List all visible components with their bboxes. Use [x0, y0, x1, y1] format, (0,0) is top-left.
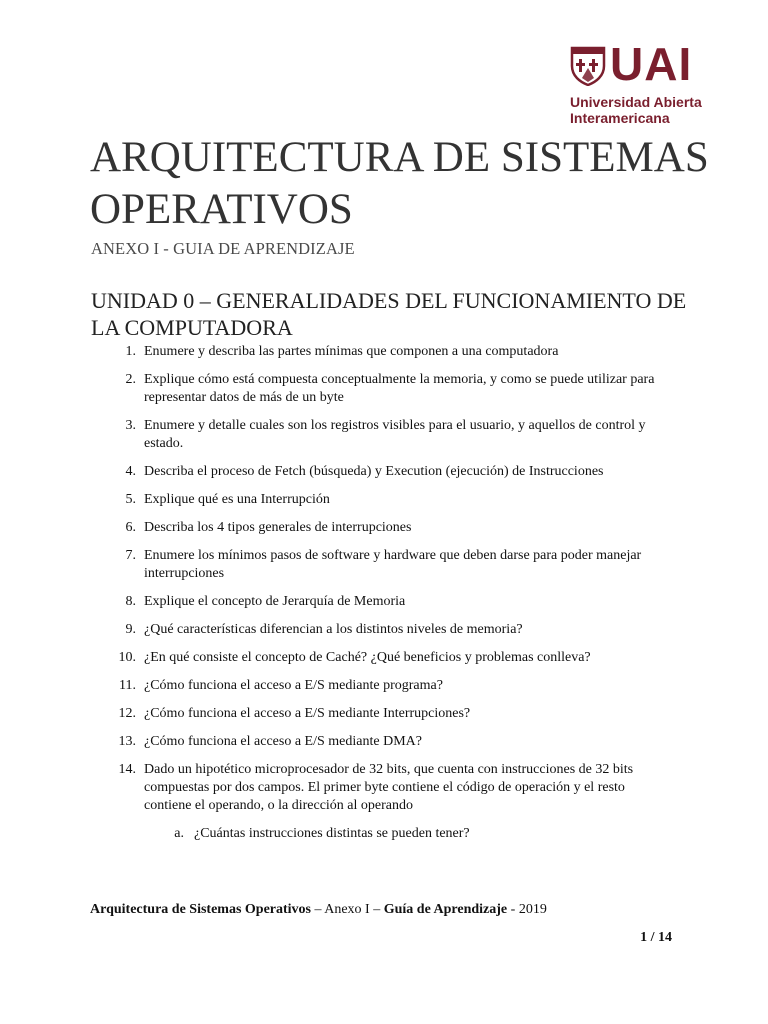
- footer-guide: Guía de Aprendizaje: [383, 902, 508, 917]
- question-number: 11.: [119, 678, 136, 693]
- question-text: Explique qué es una Interrupción: [144, 492, 330, 507]
- question-row: [110, 593, 670, 611]
- footer-annex: Anexo I: [324, 902, 370, 917]
- question-text: Describa los 4 tipos generales de interrupciones: [144, 520, 412, 535]
- logo-acronym: UAI: [610, 38, 693, 90]
- question-row: [110, 761, 670, 843]
- question-text: Enumere los mínimos pasos de software y hardware que deben darse para poder manejar interrupciones: [144, 548, 642, 581]
- question-number: 6.: [125, 520, 136, 535]
- question-number: 9.: [125, 622, 136, 637]
- page-number: 1 / 14: [640, 930, 672, 945]
- question-text: ¿En qué consiste el concepto de Caché? ¿Qué beneficios y problemas conlleva?: [144, 650, 591, 665]
- question-text: Enumere y detalle cuales son los registros visibles para el usuario, y aquellos de control y estado.: [144, 418, 646, 451]
- question-number: 5.: [125, 492, 136, 507]
- uai-logo: [570, 38, 710, 126]
- footer-course: Arquitectura de Sistemas Operativos: [90, 902, 311, 917]
- footer-separator: –: [311, 902, 325, 917]
- question-row: [110, 371, 670, 407]
- question-text: Explique cómo está compuesta conceptualmente la memoria, y como se puede utilizar para representar datos de más de un byte: [144, 372, 655, 405]
- question-text: ¿Cómo funciona el acceso a E/S mediante programa?: [144, 678, 443, 693]
- list-item: [110, 463, 670, 481]
- question-number: 3.: [125, 418, 136, 433]
- list-item: [110, 491, 670, 509]
- sub-question-text: ¿Cuántas instrucciones distintas se pueden tener?: [194, 826, 470, 841]
- list-item: [110, 733, 670, 751]
- question-number: 13.: [118, 734, 136, 749]
- question-row: [110, 519, 670, 537]
- question-number: 12.: [118, 706, 136, 721]
- page-footer: [90, 902, 547, 918]
- list-item: [110, 761, 670, 843]
- footer-separator: –: [369, 902, 384, 917]
- question-text: ¿Cómo funciona el acceso a E/S mediante Interrupciones?: [144, 706, 471, 721]
- question-number: 1.: [125, 344, 136, 359]
- question-row: [110, 733, 670, 751]
- question-list: [110, 343, 670, 853]
- question-row: [110, 649, 670, 667]
- list-item: [110, 593, 670, 611]
- question-row: [110, 417, 670, 453]
- question-row: [110, 705, 670, 723]
- question-row: [110, 677, 670, 695]
- question-text: Explique el concepto de Jerarquía de Memoria: [144, 594, 406, 609]
- question-row: [110, 491, 670, 509]
- question-row: [110, 343, 670, 361]
- question-number: 4.: [125, 464, 136, 479]
- list-item: [110, 547, 670, 583]
- question-number: 7.: [125, 548, 136, 563]
- document-title: ARQUITECTURA DE SISTEMAS OPERATIVOS: [90, 134, 709, 233]
- list-item: [110, 343, 670, 361]
- list-item: [110, 621, 670, 639]
- question-text: ¿Qué características diferencian a los distintos niveles de memoria?: [144, 622, 523, 637]
- question-number: 14.: [118, 762, 136, 777]
- list-item: [110, 519, 670, 537]
- logo-line-1: Universidad Abierta: [570, 94, 702, 110]
- logo-line-2: Interamericana: [570, 110, 670, 126]
- unit-heading: UNIDAD 0 – GENERALIDADES DEL FUNCIONAMIENTO DE LA COMPUTADORA: [91, 288, 687, 340]
- question-text: ¿Cómo funciona el acceso a E/S mediante DMA?: [144, 734, 422, 749]
- question-text: Enumere y describa las partes mínimas que componen a una computadora: [144, 344, 559, 359]
- question-row: [110, 621, 670, 639]
- sub-question-row: [166, 825, 670, 843]
- list-item: [110, 371, 670, 407]
- footer-year: 2019: [518, 902, 547, 917]
- question-number: 2.: [125, 372, 136, 387]
- list-item: [110, 705, 670, 723]
- question-row: [110, 547, 670, 583]
- question-text: Describa el proceso de Fetch (búsqueda) y Execution (ejecución) de Instrucciones: [144, 464, 604, 479]
- document-subtitle: ANEXO I - GUIA DE APRENDIZAJE: [91, 239, 355, 258]
- question-number: 8.: [125, 594, 136, 609]
- sub-question-label: a.: [174, 826, 184, 841]
- list-item: [110, 649, 670, 667]
- question-number: 10.: [118, 650, 136, 665]
- list-item: [110, 417, 670, 453]
- footer-separator: -: [507, 902, 519, 917]
- shield-icon: [570, 46, 606, 86]
- list-item: [110, 677, 670, 695]
- question-text: Dado un hipotético microprocesador de 32 bits, que cuenta con instrucciones de 32 bits compuestas por dos campos. El primer byte contiene el código de operación y el resto contiene el operando, o la dirección al operando a. ¿Cuántas instrucciones distintas se pueden tener?: [144, 761, 670, 843]
- question-row: [110, 463, 670, 481]
